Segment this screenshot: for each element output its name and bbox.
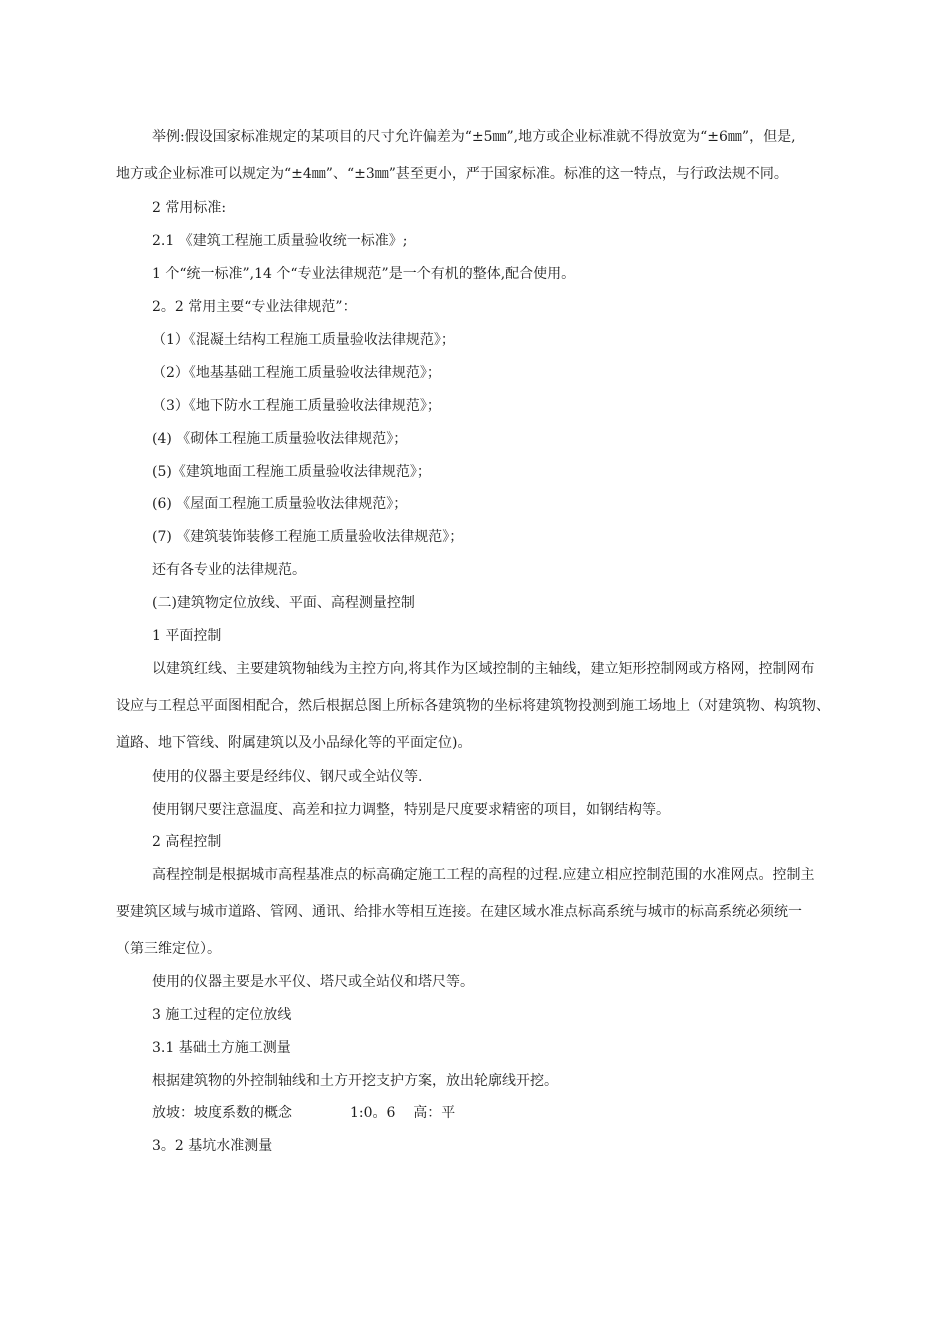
heading-plane-control: 1 平面控制 [152, 628, 222, 644]
paragraph-elevation-line3: （第三维定位）。 [116, 941, 221, 957]
paragraph-instruments-plane: 使用的仪器主要是经纬仪、钢尺或全站仪等. [152, 769, 423, 785]
paragraph-slope [152, 1104, 455, 1122]
section-heading-positioning: (二)建筑物定位放线、平面、高程测量控制 [152, 595, 415, 611]
slope-label: 放坡：坡度系数的概念 [152, 1105, 292, 1121]
paragraph-earthwork: 根据建筑物的外控制轴线和土方开挖支护方案，放出轮廓线开挖。 [152, 1073, 558, 1089]
list-item: (6) 《屋面工程施工质量验收法律规范》； [152, 496, 408, 512]
paragraph-example-line2: 地方或企业标准可以规定为“±4㎜”、“±3㎜”甚至更小，严于国家标准。标准的这一特点，与行政法规不同。 [116, 166, 788, 182]
list-item: （1）《混凝土结构工程施工质量验收法律规范》； [152, 332, 455, 348]
heading-elevation-control: 2 高程控制 [152, 834, 222, 850]
paragraph-steel-tape-note: 使用钢尺要注意温度、高差和拉力调整，特别是尺度要求精密的项目，如钢结构等。 [152, 802, 670, 818]
paragraph-plane-control-line2: 设应与工程总平面图相配合，然后根据总图上所标各建筑物的坐标将建筑物投测到施工场地上（对建筑物、构筑物、 [116, 698, 830, 714]
list-item: （3）《地下防水工程施工质量验收法律规范》； [152, 398, 441, 414]
heading-earthwork-survey: 3.1 基础土方施工测量 [152, 1040, 291, 1056]
list-item: (7) 《建筑装饰装修工程施工质量验收法律规范》； [152, 529, 464, 545]
paragraph-plane-control-line1: 以建筑红线、主要建筑物轴线为主控方向,将其作为区域控制的主轴线，建立矩形控制网或方格网，控制网布 [152, 661, 815, 677]
heading-pit-leveling: 3。2 基坑水准测量 [152, 1138, 273, 1154]
slope-tail: 高：平 [413, 1105, 456, 1121]
paragraph-elevation-line2: 要建筑区域与城市道路、管网、通讯、给排水等相互连接。在建区域水准点标高系统与城市的标高系统必须统一 [116, 904, 802, 920]
paragraph-plane-control-line3: 道路、地下管线、附属建筑以及小品绿化等的平面定位)。 [116, 735, 472, 751]
heading-professional-codes: 2。2 常用主要“专业法律规范”： [152, 299, 357, 315]
list-item: （2）《地基基础工程施工质量验收法律规范》； [152, 365, 441, 381]
heading-construction-positioning: 3 施工过程的定位放线 [152, 1007, 292, 1023]
list-item: (4) 《砌体工程施工质量验收法律规范》； [152, 431, 408, 447]
paragraph-unified-standard: 2.1 《建筑工程施工质量验收统一标准》; [152, 233, 408, 249]
heading-common-standards: 2 常用标准: [152, 200, 227, 216]
paragraph-standards-relation: 1 个“统一标准”,14 个“专业法律规范”是一个有机的整体,配合使用。 [152, 266, 576, 282]
paragraph-elevation-line1: 高程控制是根据城市高程基准点的标高确定施工工程的高程的过程.应建立相应控制范围的水准网点。控制主 [152, 867, 815, 883]
paragraph-example-line1: 举例:假设国家标准规定的某项目的尺寸允许偏差为“±5㎜”,地方或企业标准就不得放宽为“±6㎜”，但是, [152, 129, 796, 145]
slope-ratio: 1:0。6 [350, 1105, 396, 1121]
paragraph-instruments-elevation: 使用的仪器主要是水平仪、塔尺或全站仪和塔尺等。 [152, 974, 474, 990]
paragraph-other-codes: 还有各专业的法律规范。 [152, 562, 306, 578]
list-item: (5)《建筑地面工程施工质量验收法律规范》； [152, 464, 431, 480]
